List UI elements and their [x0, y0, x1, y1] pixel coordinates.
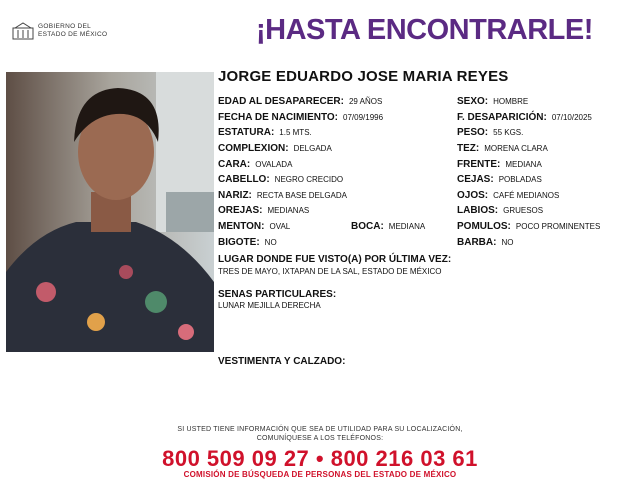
government-logo-icon: [12, 22, 34, 40]
field-tez: TEZ: MORENA CLARA: [457, 143, 548, 154]
field-boca: BOCA: MEDIANA: [351, 221, 426, 232]
field-orejas: OREJAS: MEDIANAS: [218, 205, 310, 216]
particular-marks-value: LUNAR MEJILLA DERECHA: [218, 301, 321, 310]
field-barba: BARBA: NO: [457, 237, 514, 248]
field-cejas: CEJAS: POBLADAS: [457, 174, 542, 185]
field-nacimiento: FECHA DE NACIMIENTO: 07/09/1996: [218, 112, 384, 123]
government-name: [38, 23, 107, 38]
last-seen-label: LUGAR DONDE FUE VISTO(A) POR ÚLTIMA VEZ:: [218, 254, 452, 265]
missing-person-photo: [6, 72, 214, 352]
headline: ¡HASTA ENCONTRARLE!: [256, 14, 593, 46]
gov-line-1: GOBIERNO DEL: [38, 23, 92, 30]
particular-marks-label: SENAS PARTICULARES:: [218, 289, 337, 300]
field-frente: FRENTE: MEDIANA: [457, 159, 542, 170]
last-seen-value: TRES DE MAYO, IXTAPAN DE LA SAL, ESTADO DE MÉXICO: [218, 267, 442, 276]
field-peso: PESO: 55 KGS.: [457, 127, 524, 138]
field-estatura: ESTATURA: 1.5 MTS.: [218, 127, 312, 138]
field-complexion: COMPLEXION: DELGADA: [218, 143, 332, 154]
field-cabello: CABELLO: NEGRO CRECIDO: [218, 174, 344, 185]
gov-line-2: ESTADO DE MÉXICO: [38, 30, 108, 38]
field-nariz: NARIZ: RECTA BASE DELGADA: [218, 190, 347, 201]
field-sexo: SEXO: HOMBRE: [457, 96, 529, 107]
field-cara: CARA: OVALADA: [218, 159, 293, 170]
field-labios: LABIOS: GRUESOS: [457, 205, 544, 216]
clothing-label: VESTIMENTA Y CALZADO:: [218, 356, 346, 367]
info-line-1: SI USTED TIENE INFORMACIÓN QUE SEA DE UTILIDAD PARA SU LOCALIZACIÓN,: [177, 426, 463, 433]
commission-name: COMISIÓN DE BÚSQUEDA DE PERSONAS DEL ESTADO DE MÉXICO: [183, 470, 457, 479]
info-line-2: COMUNÍQUESE A LOS TELÉFONOS:: [256, 435, 384, 442]
field-bigote: BIGOTE: NO: [218, 237, 277, 248]
phone-numbers: 800 509 09 27 • 800 216 03 61: [162, 446, 478, 471]
field-edad: EDAD AL DESAPARECER: 29 AÑOS: [218, 96, 383, 107]
field-menton: MENTON: OVAL: [218, 221, 291, 232]
field-ojos: OJOS: CAFÉ MEDIANOS: [457, 190, 560, 201]
field-desaparicion: F. DESAPARICIÓN: 07/10/2025: [457, 112, 592, 123]
field-pomulos: POMULOS: POCO PROMINENTES: [457, 221, 601, 232]
person-name: JORGE EDUARDO JOSE MARIA REYES: [218, 68, 509, 85]
